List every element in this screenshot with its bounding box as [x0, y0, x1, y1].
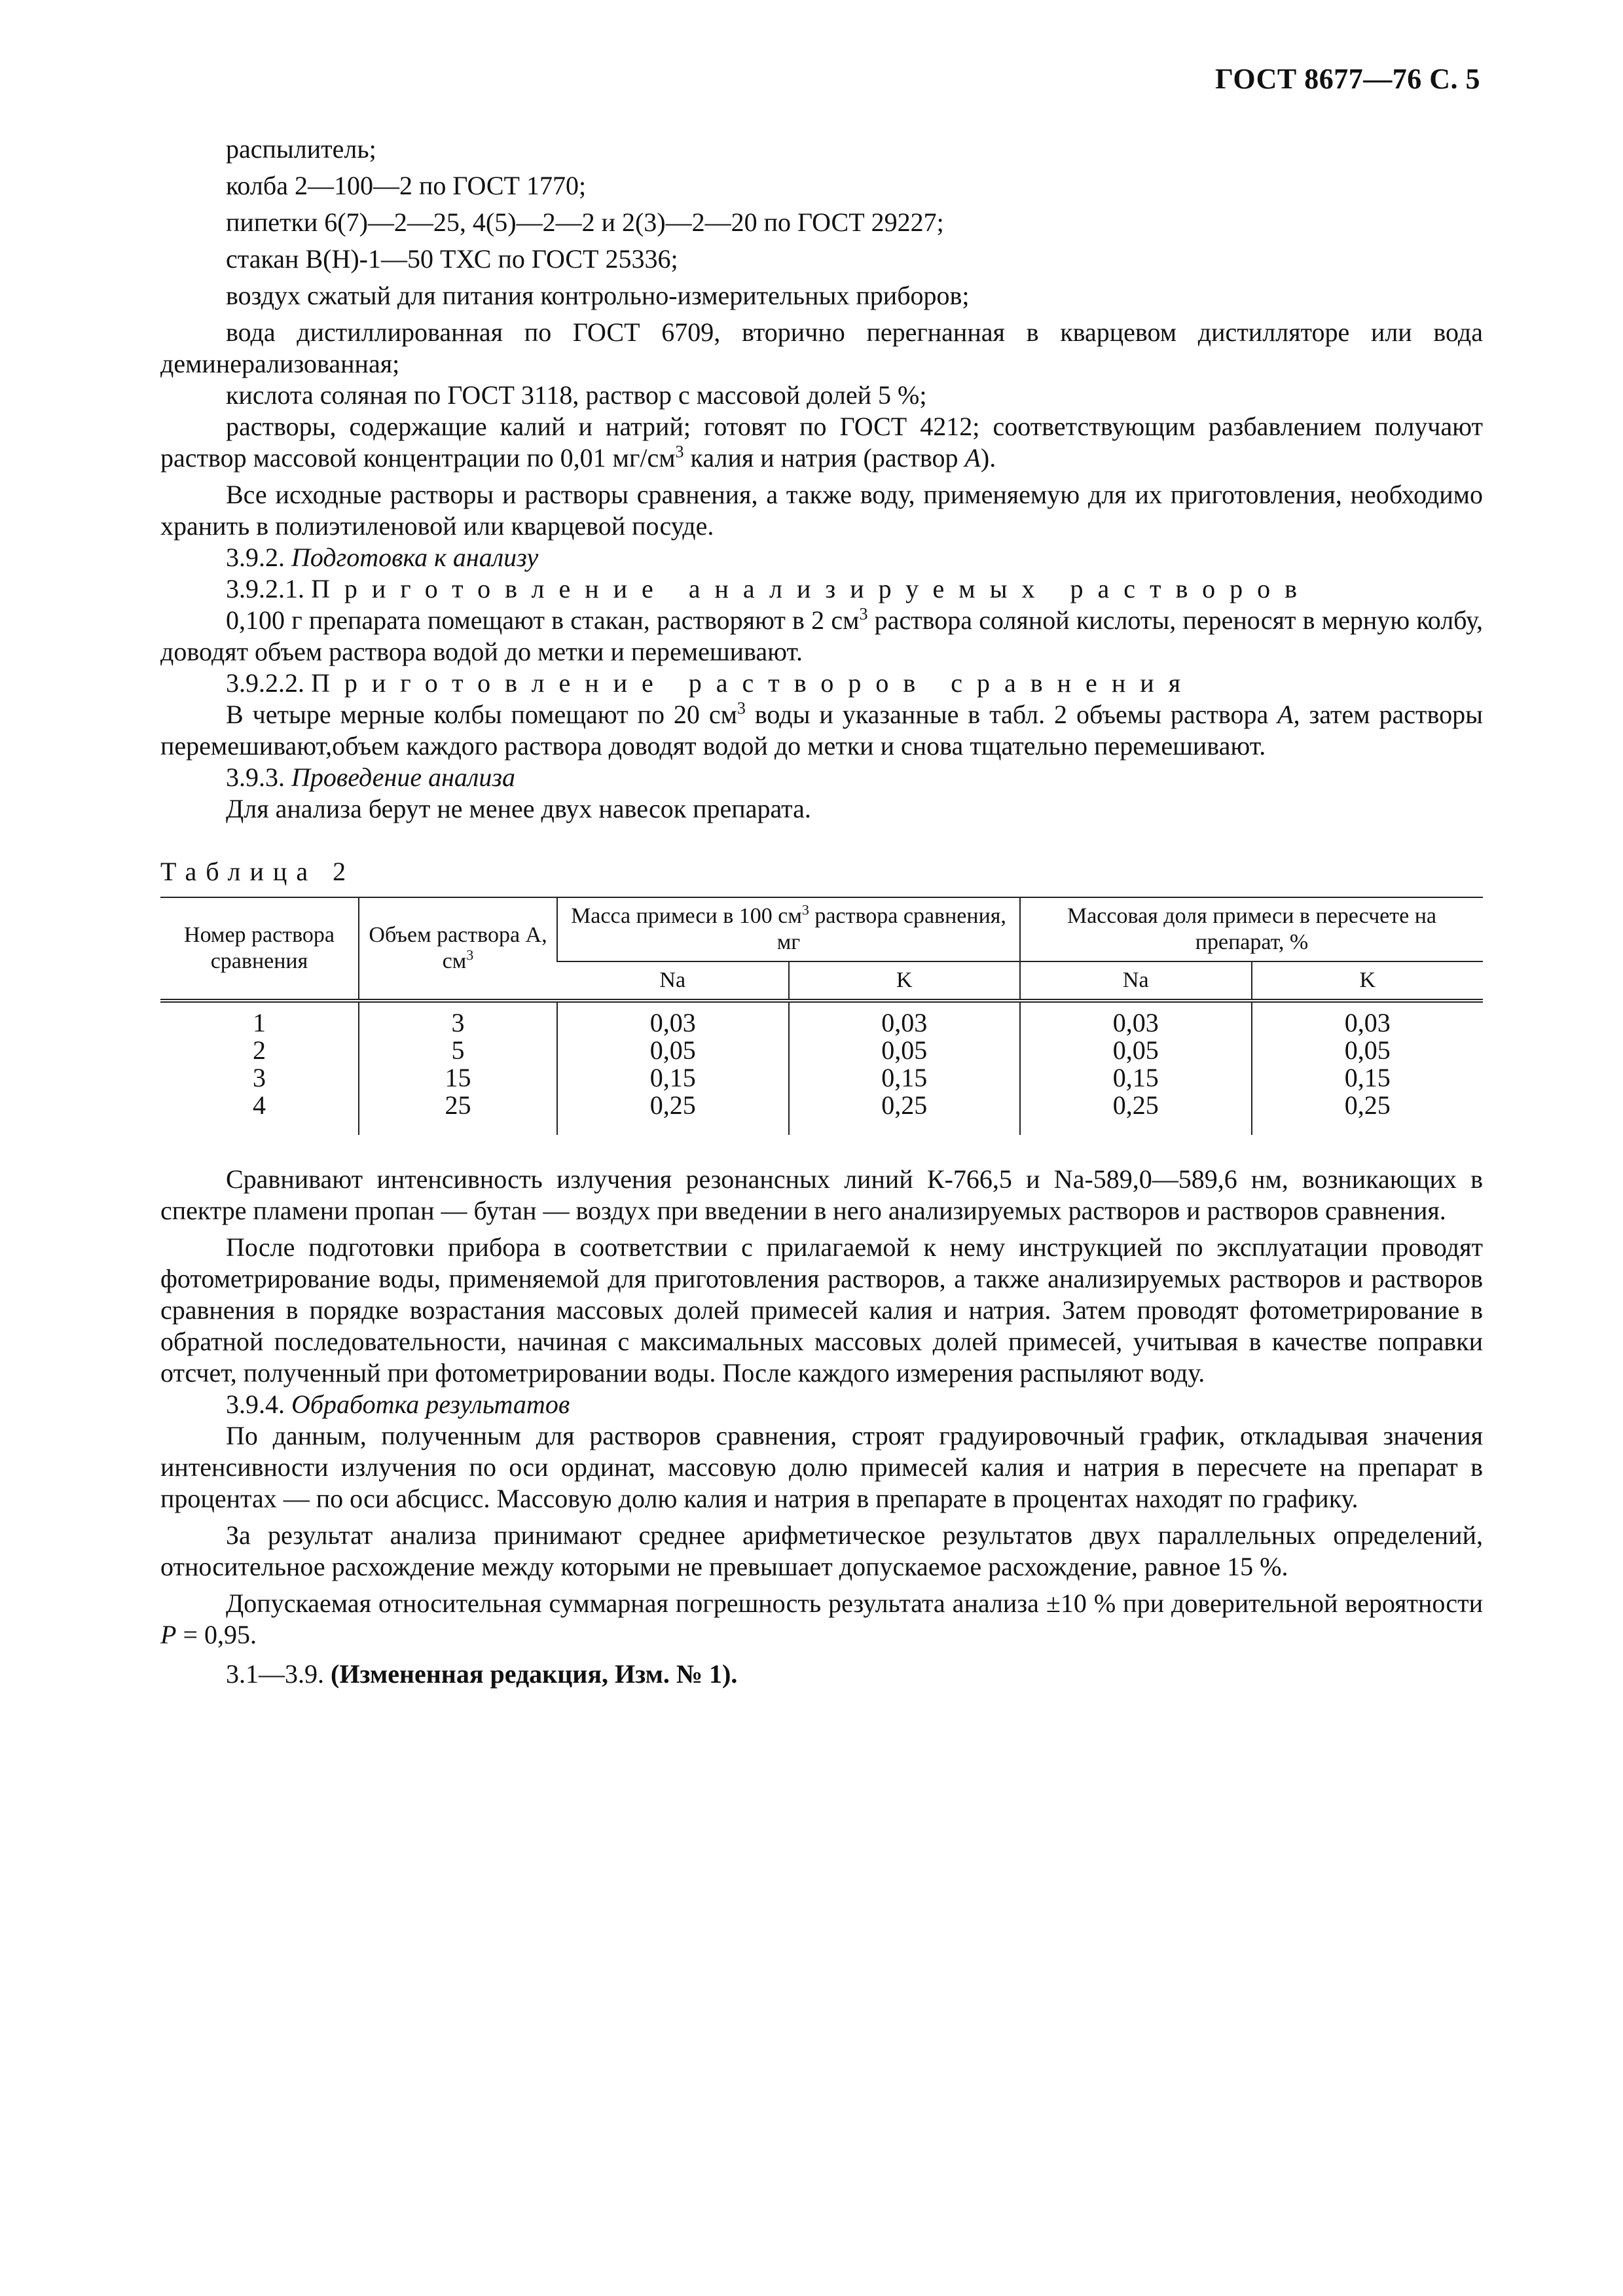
- page-header: ГОСТ 8677—76 С. 5: [1214, 63, 1480, 95]
- section-heading-3-9-3: 3.9.3. Проведение анализа: [226, 762, 515, 792]
- error-paragraph: Допускаемая относительная суммарная погрешность результата анализа ±10 % при доверительной вероятности Р = 0,95.: [160, 1588, 1483, 1649]
- cell-solution-numbers: 1 2 3 4: [253, 1008, 266, 1120]
- document-body: [160, 134, 1483, 1690]
- result-paragraph: За результат анализа принимают среднее арифметическое результатов двух параллельных определений, относительное расхождение между которыми не превышает допускаемое расхождение, равное 15 %.: [160, 1520, 1483, 1581]
- header-fraction-na: Na: [1020, 961, 1252, 1001]
- header-solution-number: Номер раствора сравнения: [160, 897, 359, 1001]
- header-mass-fraction: Массовая доля примеси в пересчете на препарат, %: [1020, 897, 1483, 961]
- section-text-3-9-2-1: 0,100 г препарата помещают в стакан, растворяют в 2 $см^3$ раствора соляной кислоты, переносят в мерную колбу, доводят объем раствора водой до метки и перемешивают.: [160, 604, 1483, 666]
- section-heading-3-9-2: 3.9.2. Подготовка к анализу: [226, 543, 539, 572]
- list-item: распылитель;: [226, 134, 376, 164]
- compare-paragraph: Сравнивают интенсивность излучения резонансных линий К-766,5 и Na-589,0—589,6 нм, возникающих в спектре пламени пропан — бутан — воздух при введении в него анализируемых растворов и растворов сравнения.: [160, 1164, 1483, 1225]
- header-impurity-mass: Масса примеси в 100 $см^3$ раствора сравнения, мг: [557, 897, 1020, 961]
- cell-mass-k: 0,03 0,05 0,15 0,25: [789, 1001, 1021, 1135]
- procedure-paragraph: После подготовки прибора в соответствии с прилагаемой к нему инструкцией по эксплуатации проводят фотометрирование воды, применяемой для приготовления растворов, а также анализируемых растворов и растворов сравнения в порядке возрастания массовых долей примесей калия и натрия. Затем проводят фотометрирование в обратной последовательности, начиная с максимальных массовых долей примесей, учитывая в качестве поправки отсчет, полученный при фотометрировании воды. После каждого измерения распыляют воду.: [160, 1232, 1483, 1388]
- cell-fraction-na: 0,03 0,05 0,15 0,25: [1020, 1001, 1252, 1135]
- table-row: [160, 1001, 1483, 1135]
- storage-paragraph: Все исходные растворы и растворы сравнения, а также воду, применяемую для их приготовления, необходимо хранить в полиэтиленовой или кварцевой посуде.: [160, 480, 1483, 541]
- header-mass-na: Na: [557, 961, 789, 1001]
- list-item: пипетки 6(7)—2—25, 4(5)—2—2 и 2(3)—2—20 по ГОСТ 29227;: [226, 207, 944, 237]
- acid-item: кислота соляная по ГОСТ 3118, раствор с массовой долей 5 %;: [226, 380, 927, 410]
- header-mass-k: K: [789, 961, 1021, 1001]
- cell-mass-na: 0,03 0,05 0,15 0,25: [557, 1001, 789, 1135]
- amendment-note: 3.1—3.9. (Измененная редакция, Изм. № 1).: [226, 1659, 738, 1689]
- section-heading-3-9-4: 3.9.4. Обработка результатов: [226, 1390, 570, 1419]
- section-text-3-9-4: По данным, полученным для растворов сравнения, строят градуировочный график, откладывая значения интенсивности излучения по оси ординат, массовую долю примесей калия и натрия в пересчете на препарат в процентах — по оси абсцисс. Массовую долю калия и натрия в препарате в процентах находят по графику.: [160, 1421, 1483, 1513]
- list-item: колба 2—100—2 по ГОСТ 1770;: [226, 171, 587, 200]
- section-heading-3-9-2-2: 3.9.2.2. Приготовление растворов сравнения: [226, 668, 1195, 698]
- section-heading-3-9-2-1: 3.9.2.1. Приготовление анализируемых растворов: [226, 574, 1311, 603]
- section-text-3-9-2-2: В четыре мерные колбы помещают по 20 $см^3$ воды и указанные в табл. 2 объемы раствора А, затем растворы перемешивают,объем каждого раствора доводят водой до метки и снова тщательно перемешивают.: [160, 698, 1484, 761]
- section-text-3-9-3: Для анализа берут не менее двух навесок препарата.: [226, 794, 811, 823]
- cell-volumes: 3 5 15 25: [359, 1001, 557, 1135]
- header-volume: Объем раствора А, $см^3$: [359, 897, 557, 1001]
- list-item: стакан В(Н)-1—50 ТХС по ГОСТ 25336;: [226, 244, 678, 274]
- table-caption: Таблица 2: [160, 857, 356, 886]
- cell-fraction-k: 0,03 0,05 0,15 0,25: [1252, 1001, 1484, 1135]
- list-item: воздух сжатый для питания контрольно-измерительных приборов;: [226, 281, 970, 310]
- reference-solutions-table: [160, 897, 1483, 1135]
- header-fraction-k: K: [1252, 961, 1484, 1001]
- water-item: вода дистиллированная по ГОСТ 6709, вторично перегнанная в кварцевом дистилляторе или вода деминерализованная;: [160, 317, 1483, 378]
- solutions-item: растворы, содержащие калий и натрий; готовят по ГОСТ 4212; соответствующим разбавлением получают раствор массовой концентрации по 0,01 $мг/см^3$ калия и натрия (раствор А).: [160, 412, 1483, 473]
